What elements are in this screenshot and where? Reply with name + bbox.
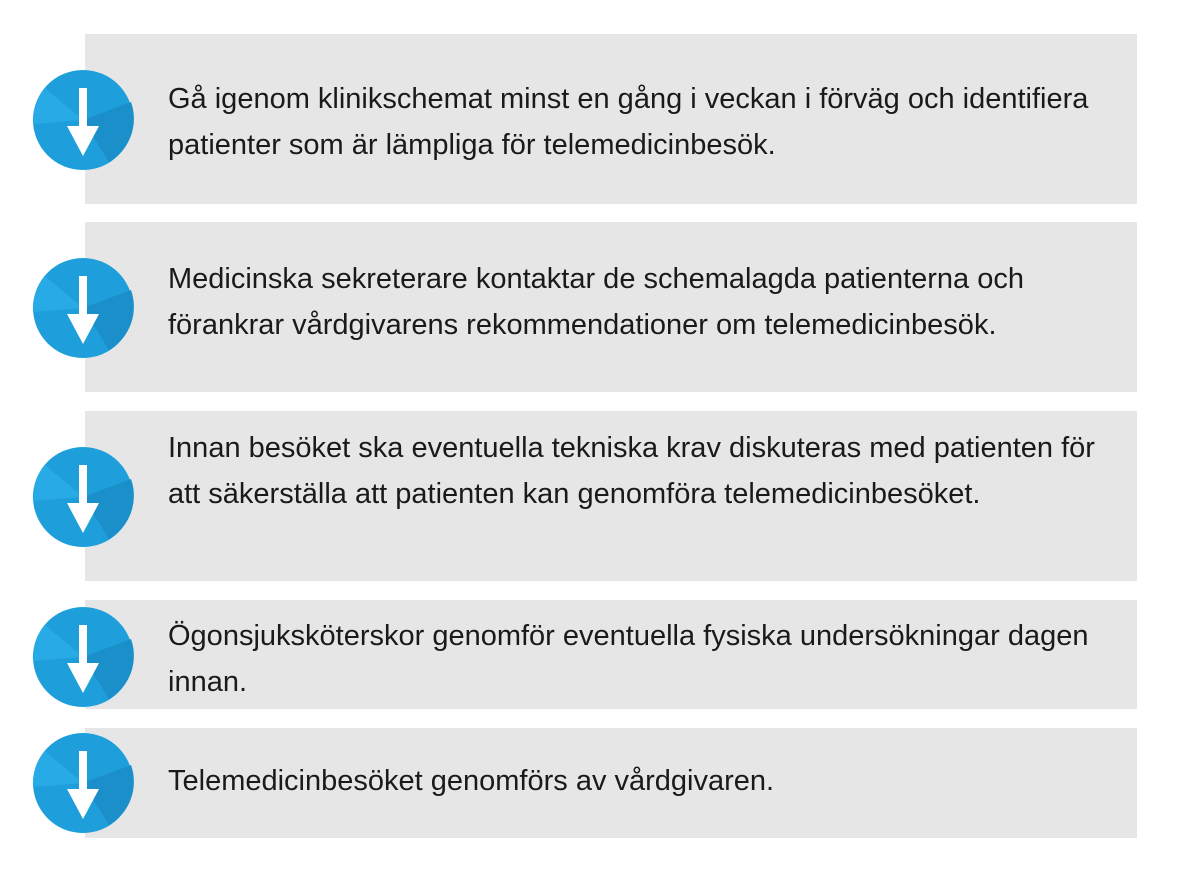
step-2 — [0, 222, 1200, 392]
arrow-down-icon — [31, 68, 135, 172]
arrow-down-icon — [31, 445, 135, 549]
step-badge — [31, 256, 135, 360]
step-text: Gå igenom klinikschemat minst en gång i veckan i förväg och identifiera patienter som är lämpliga för telemedicinbesök. — [168, 83, 1089, 161]
step-badge — [31, 731, 135, 835]
step-text: Ögonsjuksköterskor genomför eventuella fysiska undersökningar dagen innan. — [168, 620, 1089, 698]
step-text: Innan besöket ska eventuella tekniska krav diskuteras med patienten för att säkerställa att patienten kan genomföra telemedicinbesöket. — [168, 432, 1095, 510]
step-badge — [31, 605, 135, 709]
step-text: Telemedicinbesöket genomförs av vårdgivaren. — [168, 765, 775, 797]
step-4 — [0, 600, 1200, 709]
step-1 — [0, 34, 1200, 204]
arrow-down-icon — [31, 731, 135, 835]
arrow-down-icon — [31, 256, 135, 360]
step-3 — [0, 411, 1200, 581]
step-text: Medicinska sekreterare kontaktar de schemalagda patienterna och förankrar vårdgivarens rekommendationer om telemedicinbesök. — [168, 263, 1024, 341]
step-5 — [0, 728, 1200, 838]
arrow-down-icon — [31, 605, 135, 709]
step-badge — [31, 445, 135, 549]
step-badge — [31, 68, 135, 172]
